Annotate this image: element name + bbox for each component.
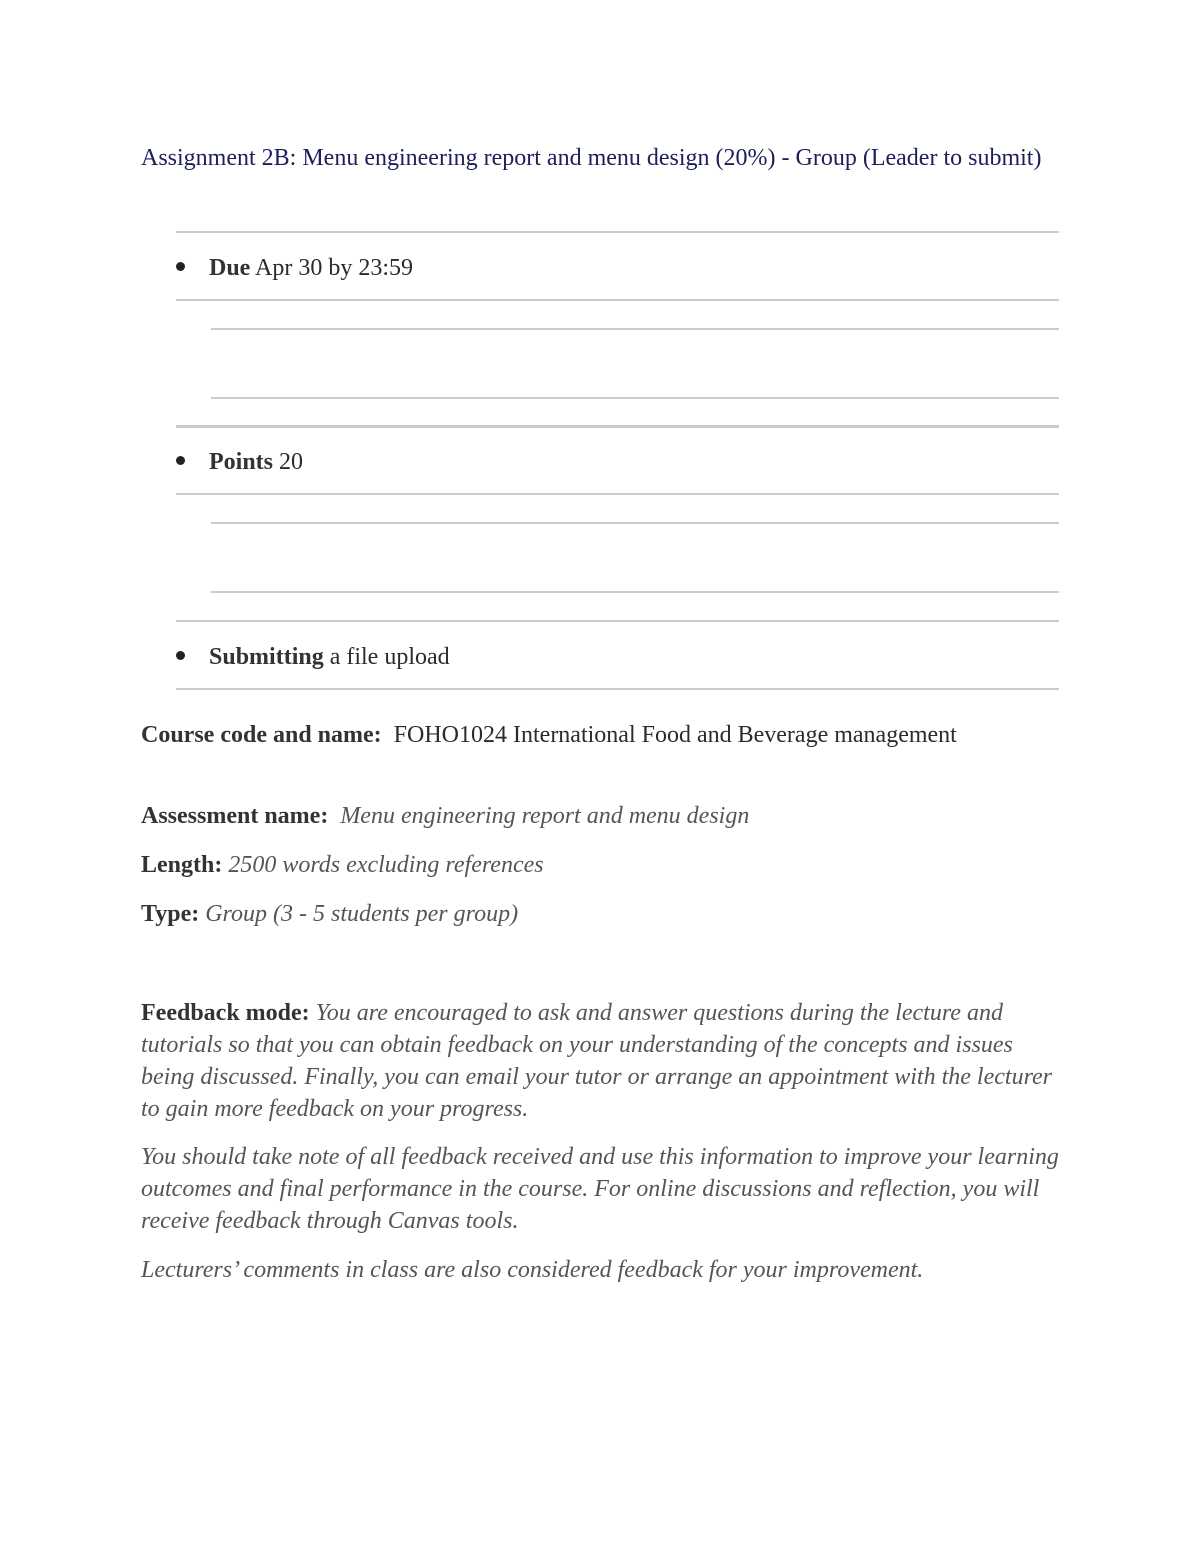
course-value: FOHO1024 International Food and Beverage management [393,722,957,748]
type-value: Group (3 - 5 students per group) [205,901,519,927]
course-label: Course code and name: [141,722,382,748]
length-field [141,850,1071,881]
length-label: Length: [141,852,223,878]
type-label: Type: [141,901,200,927]
divider [176,425,1059,428]
divider [211,397,1059,399]
points-item [176,447,303,477]
divider [176,688,1059,690]
points-label: Points [209,449,274,475]
points-value: 20 [279,449,304,475]
lecturer-comments: Lecturers’ comments in class are also considered feedback for your improvement. [141,1257,924,1283]
feedback-paragraph [141,997,1071,1125]
divider [176,231,1059,233]
assessment-value: Menu engineering report and menu design [340,803,750,829]
divider [176,620,1059,622]
submitting-value: a file upload [329,644,450,670]
feedback-note: You should take note of all feedback received and use this information to improve your learning outcomes and final performance in the course. For online discussions and reflection, you will receive feedback through Canvas tools. [141,1144,1059,1234]
submitting-label: Submitting [209,644,324,670]
length-value: 2500 words excluding references [228,852,544,878]
type-field [141,899,1071,930]
bullet-icon [176,262,185,271]
submitting-item [176,642,450,672]
bullet-icon [176,456,185,465]
assessment-label: Assessment name: [141,803,329,829]
divider [176,493,1059,495]
due-value: Apr 30 by 23:59 [255,255,414,281]
divider [211,591,1059,593]
feedback-label: Feedback mode: [141,1000,310,1026]
assessment-field [141,801,1071,832]
bullet-icon [176,651,185,660]
divider [211,522,1059,524]
due-label: Due [209,255,251,281]
due-item [176,253,413,283]
divider [211,328,1059,330]
feedback-text: You are encouraged to ask and answer questions during the lecture and tutorials so that you can obtain feedback on your understanding of the concepts and issues being discussed. Finally, you can email your tutor or arrange an appointment with the lecturer to gain more feedback on your progress. [141,1000,1053,1122]
divider [176,299,1059,301]
course-field [141,720,1001,751]
assignment-title: Assignment 2B: Menu engineering report and menu design (20%) - Group (Leader to submit) [141,145,1042,171]
